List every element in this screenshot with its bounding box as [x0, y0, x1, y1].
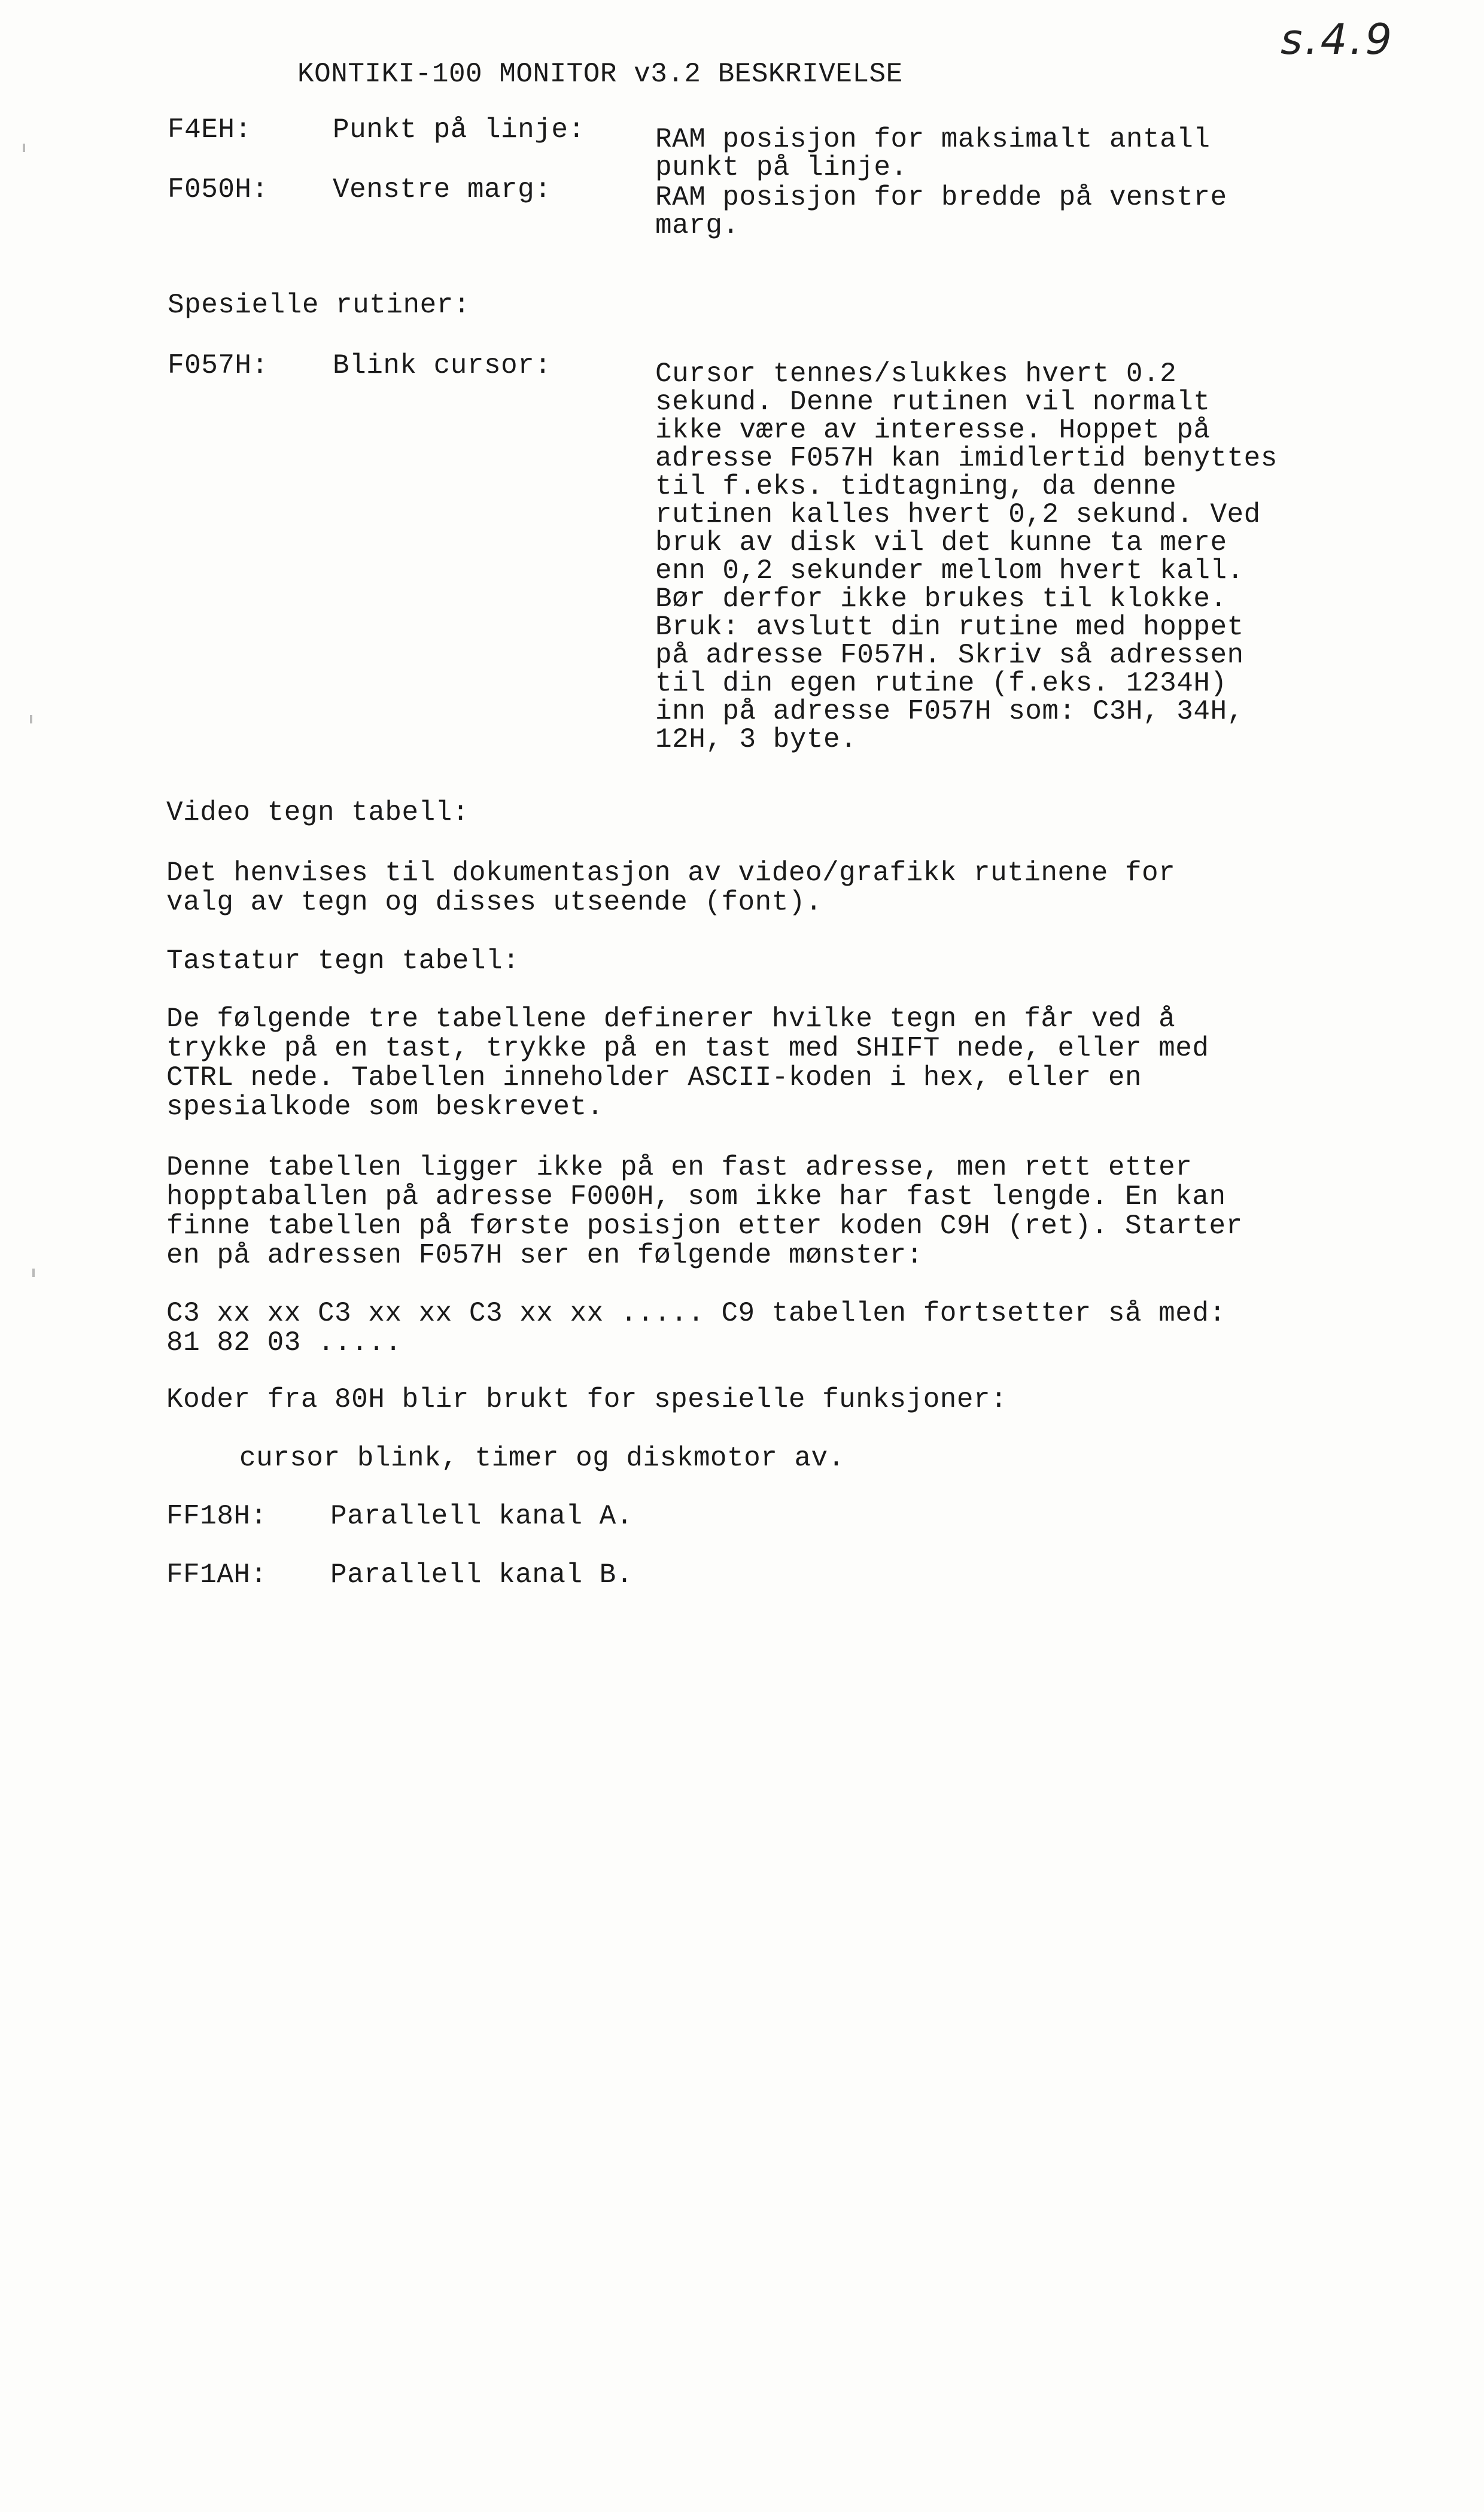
paragraph-line: Det henvises til dokumentasjon av video/grafikk rutinene for [166, 857, 1176, 889]
section-heading-keyboard: Tastatur tegn tabell: [166, 945, 520, 977]
entry-name: Venstre marg: [333, 174, 552, 205]
paragraph-line: en på adressen F057H ser en følgende mønster: [166, 1240, 923, 1271]
entry-address: F050H: [168, 174, 269, 205]
description-line: til din egen rutine (f.eks. 1234H) [655, 668, 1227, 699]
entry-name: Blink cursor: [333, 350, 552, 381]
entry-name: Punkt på linje: [333, 114, 585, 145]
description-line: på adresse F057H. Skriv så adressen [655, 640, 1244, 671]
description-line: sekund. Denne rutinen vil normalt [655, 387, 1211, 418]
port-name: Parallell kanal A. [330, 1501, 633, 1532]
section-heading-video: Video tegn tabell: [166, 797, 469, 828]
description-line: inn på adresse F057H som: C3H, 34H, [655, 696, 1244, 727]
pattern-line: 81 82 03 ..... [166, 1327, 402, 1358]
description-line: ikke være av interesse. Hoppet på [655, 415, 1211, 446]
indented-line: cursor blink, timer og diskmotor av. [239, 1443, 845, 1474]
description-line: rutinen kalles hvert 0,2 sekund. Ved [655, 499, 1261, 530]
paragraph-line: De følgende tre tabellene definerer hvilke tegn en får ved å [166, 1003, 1176, 1035]
entry-address: F057H: [168, 350, 269, 381]
pattern-line: C3 xx xx C3 xx xx C3 xx xx ..... C9 tabellen fortsetter så med: [166, 1298, 1226, 1329]
paragraph-line: hopptaballen på adresse F000H, som ikke har fast lengde. En kan [166, 1181, 1226, 1212]
description-line: bruk av disk vil det kunne ta mere [655, 527, 1227, 558]
description-line: RAM posisjon for maksimalt antall [655, 124, 1211, 155]
description-line: marg. [655, 210, 740, 241]
paragraph-line: trykke på en tast, trykke på en tast med SHIFT nede, eller med [166, 1033, 1209, 1064]
description-line: Bør derfor ikke brukes til klokke. [655, 583, 1227, 615]
paragraph-line: Denne tabellen ligger ikke på en fast adresse, men rett etter [166, 1152, 1193, 1183]
document-title: KONTIKI-100 MONITOR v3.2 BESKRIVELSE [297, 59, 903, 90]
description-line: Bruk: avslutt din rutine med hoppet [655, 612, 1244, 643]
entry-description [655, 126, 1210, 182]
scan-speck [30, 715, 32, 723]
description-line: adresse F057H kan imidlertid benyttes [655, 443, 1278, 474]
description-line: 12H, 3 byte. [655, 724, 857, 755]
description-line: til f.eks. tidtagning, da denne [655, 471, 1177, 502]
description-line: Cursor tennes/slukkes hvert 0.2 [655, 358, 1177, 390]
description-line: RAM posisjon for bredde på venstre [655, 182, 1227, 213]
entry-description [655, 360, 1278, 754]
port-address: FF1AH: [166, 1559, 267, 1590]
scan-speck [23, 144, 25, 152]
port-address: FF18H: [166, 1501, 267, 1532]
scan-speck [32, 1269, 35, 1277]
paragraph-line: finne tabellen på første posisjon etter koden C9H (ret). Starter [166, 1211, 1243, 1242]
paragraph-line: spesialkode som beskrevet. [166, 1091, 604, 1123]
description-line: punkt på linje. [655, 152, 908, 183]
description-line: enn 0,2 sekunder mellom hvert kall. [655, 555, 1244, 586]
entry-description [655, 184, 1227, 240]
section-heading-special: Spesielle rutiner: [168, 290, 470, 321]
page-number-handwritten: s.4.9 [1281, 15, 1395, 64]
entry-address: F4EH: [168, 114, 252, 145]
paragraph-line: CTRL nede. Tabellen inneholder ASCII-koden i hex, eller en [166, 1062, 1142, 1093]
paragraph-line: valg av tegn og disses utseende (font). [166, 887, 823, 918]
port-name: Parallell kanal B. [330, 1559, 633, 1590]
paragraph-line: Koder fra 80H blir brukt for spesielle funksjoner: [166, 1384, 1008, 1415]
